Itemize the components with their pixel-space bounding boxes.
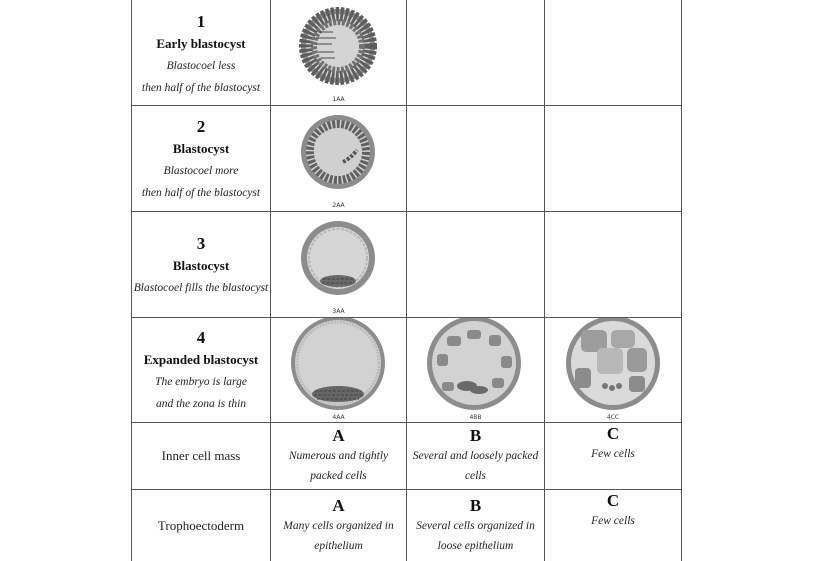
stage-2-cell bbox=[132, 108, 270, 211]
stage-number: 3 bbox=[196, 234, 206, 253]
blastocyst-illustration bbox=[271, 106, 406, 211]
expanded-blastocyst-bb-illustration bbox=[407, 318, 544, 422]
grade-letter: B bbox=[469, 426, 482, 445]
stage-4cc-image-cell bbox=[545, 318, 681, 422]
grade-letter: C bbox=[606, 491, 620, 510]
te-grade-a-cell bbox=[271, 490, 406, 561]
stage-4bb-image-cell bbox=[407, 318, 544, 422]
stage-1-cell bbox=[132, 4, 270, 105]
row-divider-1 bbox=[131, 105, 682, 106]
grade-letter: A bbox=[332, 495, 345, 515]
stage-description: Blastocoel more bbox=[163, 165, 239, 177]
row-divider-2 bbox=[131, 211, 682, 212]
stage-number: 1 bbox=[196, 12, 206, 31]
grade-letter: C bbox=[606, 424, 620, 443]
icm-grade-a-cell bbox=[271, 423, 406, 489]
te-grade-b-cell bbox=[407, 490, 544, 561]
grade-description: Several and loosely packed bbox=[412, 450, 539, 462]
stage-name: Expanded blastocyst bbox=[143, 352, 259, 367]
image-caption: 2AA bbox=[332, 202, 345, 209]
grade-letter: B bbox=[469, 495, 482, 515]
icm-grade-c-cell bbox=[545, 423, 681, 489]
stage-number: 4 bbox=[196, 328, 206, 347]
image-caption: 1AA bbox=[332, 96, 345, 103]
grading-table bbox=[131, 0, 682, 561]
early-blastocyst-illustration bbox=[271, 0, 406, 105]
trophectoderm-label: Trophoectoderm bbox=[157, 517, 245, 533]
image-caption: 4BB bbox=[469, 414, 482, 421]
grade-description: epithelium bbox=[314, 539, 363, 552]
trophectoderm-label-cell bbox=[132, 490, 270, 561]
stage-4aa-image-cell bbox=[271, 318, 406, 422]
grade-description: cells bbox=[464, 470, 487, 482]
inner-cell-mass-label: Inner cell mass bbox=[161, 448, 241, 463]
stage-description: Blastocoel fills the blastocyst bbox=[133, 282, 269, 294]
table-border-right bbox=[681, 0, 682, 561]
expanded-blastocyst-cc-illustration bbox=[545, 318, 681, 422]
full-blastocyst-illustration bbox=[271, 212, 406, 317]
stage-2-image-cell bbox=[271, 106, 406, 211]
te-grade-c-cell bbox=[545, 490, 681, 561]
expanded-blastocyst-aa-illustration bbox=[271, 318, 406, 422]
icm-grade-b-cell bbox=[407, 423, 544, 489]
stage-name: Early blastocyst bbox=[156, 36, 246, 51]
grade-description: loose epithelium bbox=[437, 539, 514, 552]
grade-description: Few cells bbox=[591, 448, 635, 460]
stage-description: and the zona is thin bbox=[155, 398, 247, 410]
stage-3-cell bbox=[132, 214, 270, 317]
stage-4-cell bbox=[132, 319, 270, 422]
grade-description: Several cells organized in bbox=[416, 519, 535, 532]
stage-description: The embryo is large bbox=[155, 376, 247, 388]
inner-cell-mass-label-cell bbox=[132, 423, 270, 489]
stage-name: Blastocyst bbox=[172, 258, 230, 273]
image-caption: 4AA bbox=[332, 414, 345, 421]
grade-description: Numerous and tightly bbox=[288, 450, 389, 462]
grade-description: Many cells organized in bbox=[283, 519, 394, 532]
stage-description: then half of the blastocyst bbox=[141, 187, 261, 199]
stage-number: 2 bbox=[196, 117, 206, 136]
grade-letter: A bbox=[332, 426, 345, 445]
stage-3-image-cell bbox=[271, 212, 406, 317]
stage-description: then half of the blastocyst bbox=[141, 82, 261, 94]
image-caption: 4CC bbox=[606, 414, 620, 421]
stage-description: Blastocoel less bbox=[166, 60, 236, 72]
grade-description: Few cells bbox=[591, 515, 635, 527]
grade-description: packed cells bbox=[310, 470, 367, 482]
image-caption: 3AA bbox=[332, 308, 345, 315]
stage-1-image-cell bbox=[271, 0, 406, 105]
stage-name: Blastocyst bbox=[172, 141, 230, 156]
